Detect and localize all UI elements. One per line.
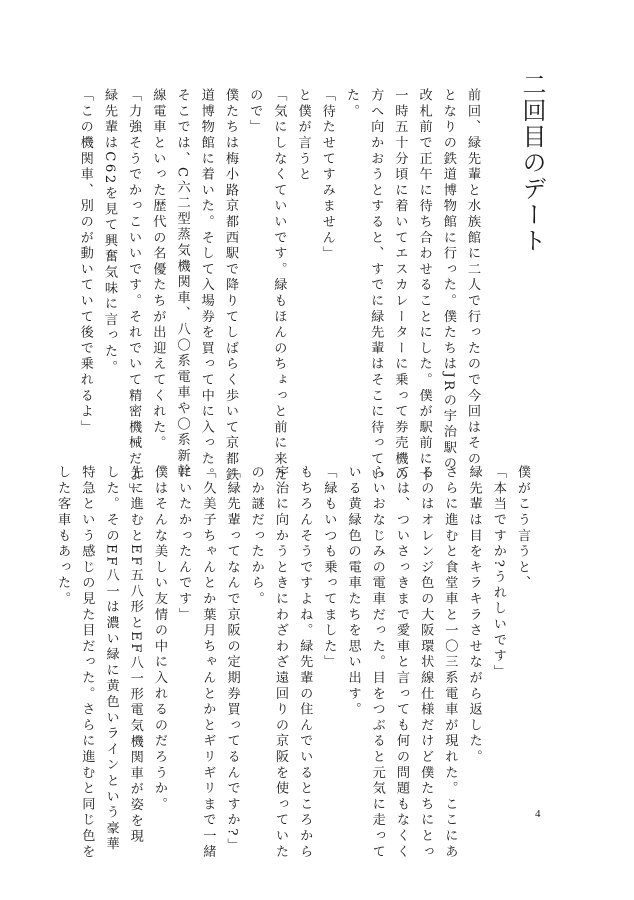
text-line: と僕が言うと	[295, 88, 311, 183]
text-line: 先に進むとEF五八形とEF八一形電気機関車が姿を現	[127, 465, 143, 845]
body-text-top	[77, 88, 484, 499]
text-line: 宇治に向かうときにわざわざ遠回りの京阪を使っていた	[272, 465, 288, 860]
text-line: 「緑先輩ってなんで京阪の定期券買ってるんですか?」	[224, 465, 240, 854]
chapter-title: 二回目のデート	[518, 72, 546, 254]
text-line: 「本当ですか?うれしいです」	[490, 465, 506, 681]
text-line: さらに進むと食堂車と一〇三系電車が現れた。ここにあ	[442, 465, 458, 860]
text-line: 僕はそんな美しい友情の中に入れるのだろうか。	[151, 465, 167, 813]
text-line: 緑先輩はC62を見て興奮気味に言った。	[101, 88, 117, 376]
text-line: 前回、緑先輩と水族館に二人で行ったので今回はその	[465, 88, 480, 468]
text-line: 「力強そうでかっこいいです。それでいて精密機械だよ」	[126, 88, 142, 499]
text-line: そこでは、C六二型蒸気機関車、八〇系電車や〇系新幹	[174, 88, 190, 480]
text-line: した。そのEF八一は濃い緑に黄色いラインという豪華	[103, 465, 119, 853]
text-line: いる黄緑色の電車たちを思い出す。	[345, 465, 361, 718]
text-line: らいおなじみの電車だった。目をつぶると元気に走って	[369, 465, 385, 860]
text-line: 緑先輩は目をキラキラさせながら返した。	[466, 465, 482, 766]
text-line: にいたかったんです」	[176, 465, 192, 623]
text-line: 「気にしなくていいです。緑もほんのちょっと前に来た	[271, 88, 287, 483]
text-line: 特急という感じの見た目だった。さらに進むと同じ色を	[79, 465, 95, 860]
body-text-bottom	[55, 465, 534, 860]
text-line: 改札前で正午に待ち合わせることにした。僕が駅前に十	[416, 88, 432, 483]
text-line: た。	[343, 88, 359, 120]
text-line: 一時五十分頃に着いてエスカレーターに乗って券売機の	[392, 88, 408, 483]
text-line: 道博物館に着いた。そして入場券を買って中に入った。	[198, 88, 214, 483]
text-line: るのはオレンジ色の大阪環状線仕様だけど僕たちにとっ	[418, 465, 434, 860]
text-line: もちろんそうですよね。緑先輩の住んでいるところから	[297, 465, 313, 860]
text-line: 方へ向かおうとすると、すでに緑先輩はそこに待ってい	[368, 88, 384, 483]
text-line: 僕がこう言うと、	[515, 465, 530, 592]
text-line: のか謎だったから。	[248, 465, 264, 608]
text-line: となりの鉄道博物館に行った。僕たちはJRの宇治駅の	[440, 88, 456, 472]
page-number: 4	[535, 808, 541, 820]
text-line: 「緑もいつも乗ってました」	[321, 465, 337, 671]
text-line: 「待たせてすみません」	[319, 88, 335, 262]
text-line: 「久美子ちゃんとか葉月ちゃんとかとギリギリまで一緒	[200, 465, 216, 860]
text-line: した客車もあった。	[55, 465, 71, 608]
text-line: 「この機関車、別のが動いていて後で乗れるよ」	[77, 88, 93, 436]
text-line: 線電車といった歴代の名優たちが出迎えてくれた。	[150, 88, 166, 452]
text-line: 僕たちは梅小路京都西駅で降りてしばらく歩いて京都鉄	[222, 88, 238, 483]
text-line: ので」	[247, 88, 263, 136]
text-line: ては、ついさっきまで愛車と言っても何の問題もなくく	[393, 465, 409, 860]
